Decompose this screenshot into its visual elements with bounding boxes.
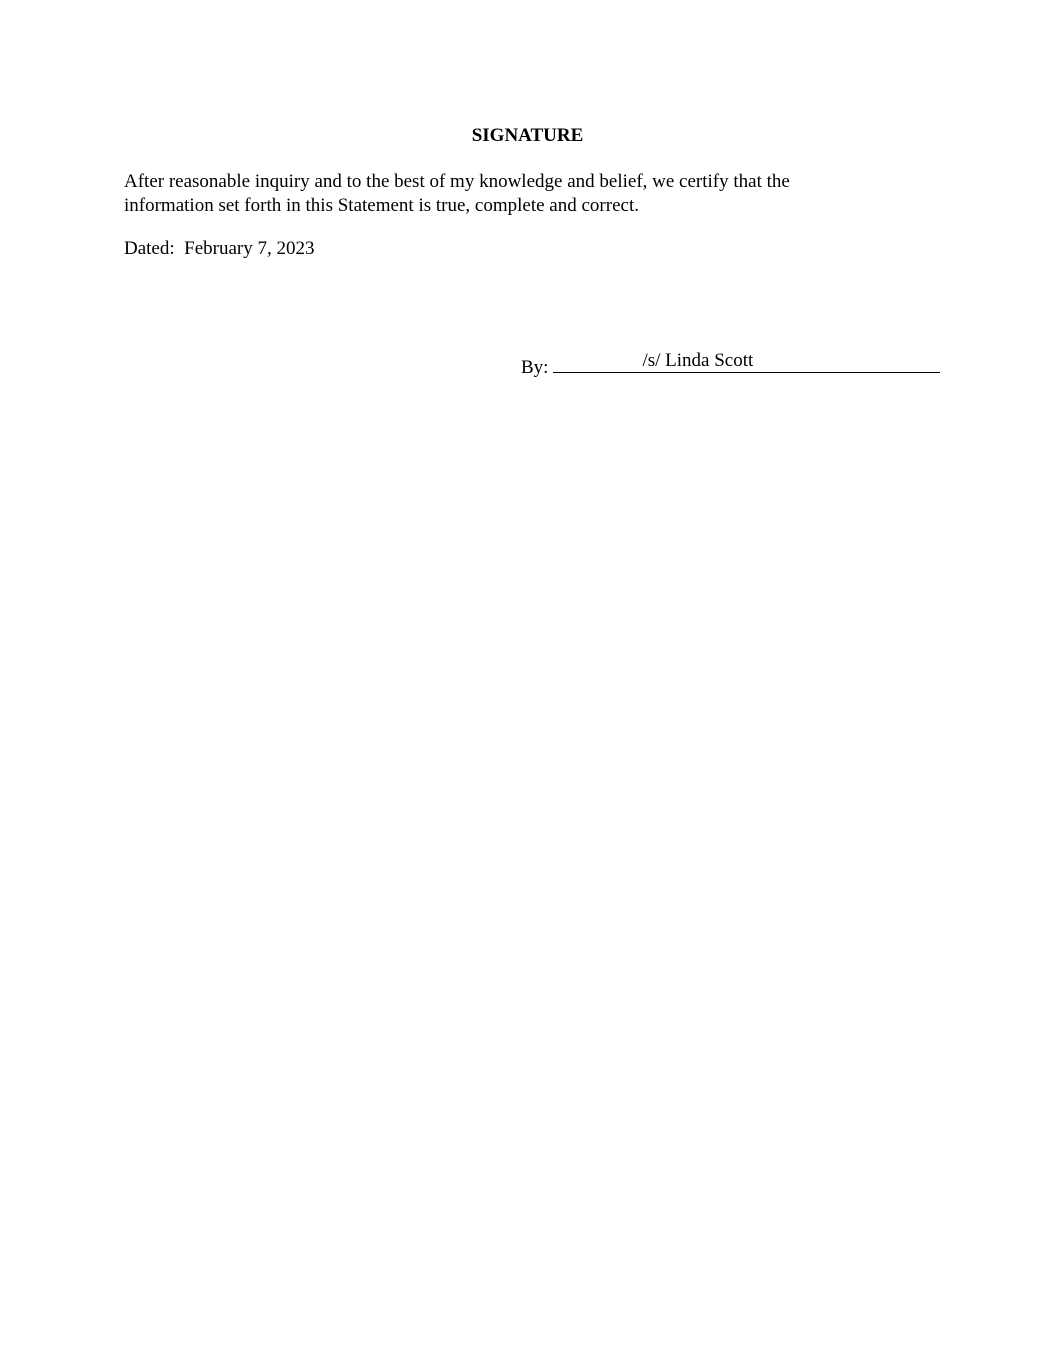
dated-line <box>124 237 315 261</box>
certification-paragraph <box>124 170 924 218</box>
page-title: SIGNATURE <box>471 125 584 146</box>
signature-block <box>521 350 940 380</box>
certification-line: information set forth in this Statement is true, complete and correct. <box>124 195 639 216</box>
certification-line: After reasonable inquiry and to the best of my knowledge and belief, we certify that the <box>124 171 790 192</box>
dated-label: Dated: <box>124 238 175 259</box>
signature-by-label: By: <box>521 357 549 378</box>
dated-value: February 7, 2023 <box>184 238 315 259</box>
signature-name: /s/ Linda Scott <box>642 350 754 371</box>
signature-field <box>553 350 940 373</box>
